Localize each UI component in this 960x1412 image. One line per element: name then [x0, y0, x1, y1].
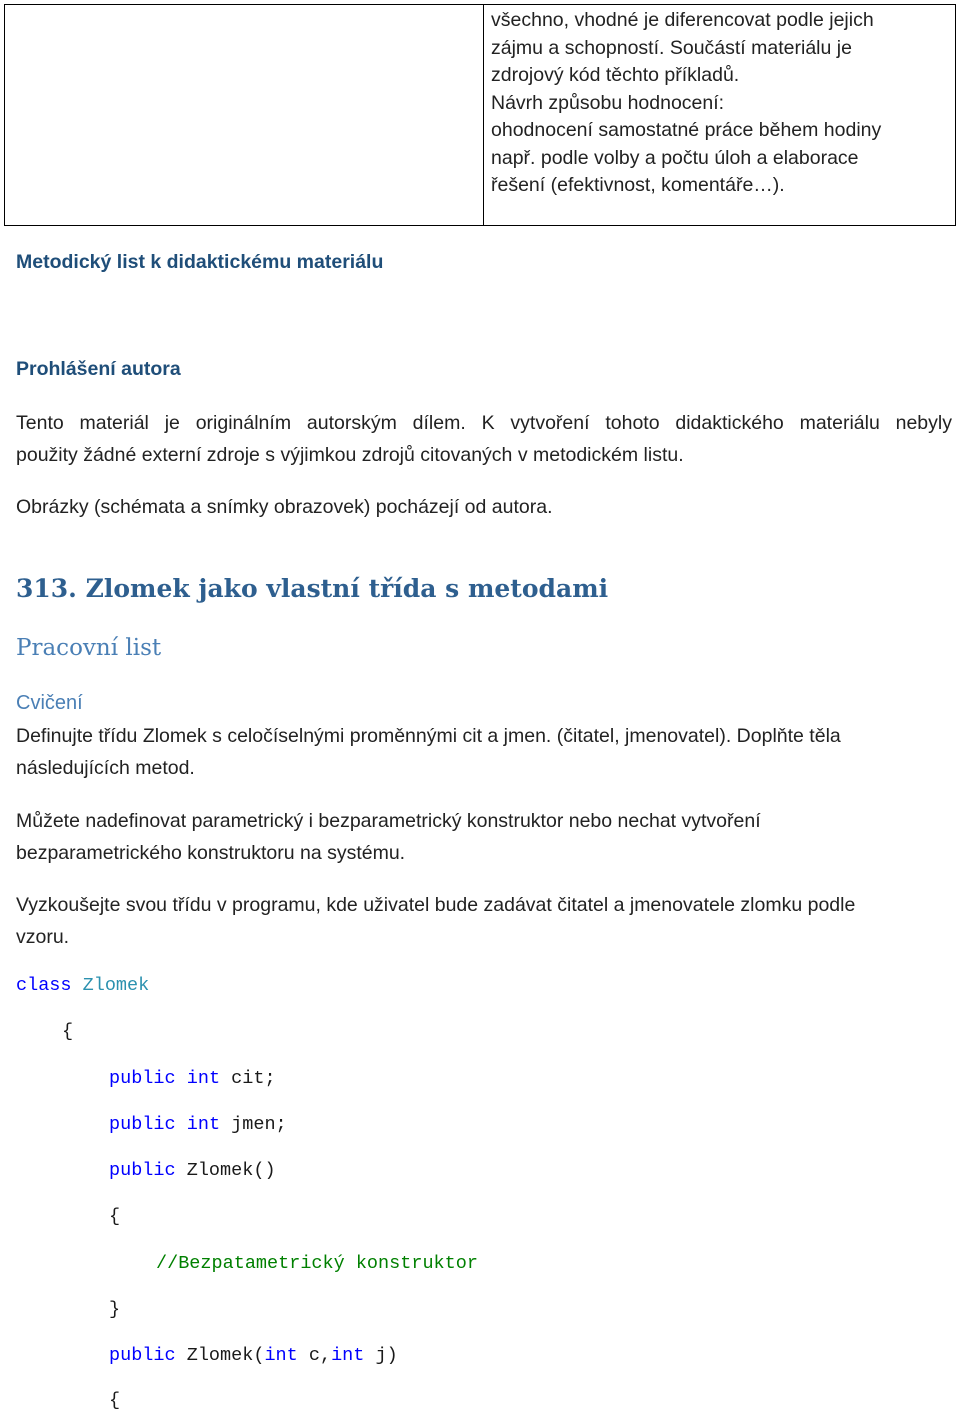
- justified-line: [16, 407, 952, 439]
- table-line: ohodnocení samostatné práce během hodiny: [491, 119, 882, 141]
- code-line-brace: {: [109, 1390, 121, 1411]
- paragraph-line: následujících metod.: [16, 757, 195, 779]
- paragraph-line: použity žádné externí zdroje s výjimkou zdrojů citovaných v metodickém listu.: [16, 444, 684, 466]
- type-name: Zlomek: [82, 975, 150, 996]
- word: je: [164, 412, 180, 434]
- word: materiál: [79, 412, 149, 434]
- section-title: 313. Zlomek jako vlastní třída s metodami: [16, 574, 609, 603]
- keyword: int: [331, 1345, 365, 1366]
- table-line: např. podle volby a počtu úloh a elaborace: [491, 146, 859, 169]
- code-line-brace: {: [109, 1206, 121, 1227]
- code-line-brace: }: [109, 1299, 121, 1320]
- code-line-class: [16, 975, 149, 996]
- code-text: j): [364, 1345, 398, 1366]
- table-divider: [483, 5, 484, 225]
- constructor-paragraph: [16, 805, 956, 869]
- keyword: int: [186, 1068, 221, 1089]
- paragraph-line: Vyzkoušejte svou třídu v programu, kde uživatel bude zadávat čitatel a jmenovatele zlomku podle: [16, 894, 856, 916]
- prohlaseni-heading: Prohlášení autora: [16, 358, 181, 380]
- keyword: public: [109, 1068, 176, 1089]
- keyword: public: [109, 1114, 176, 1135]
- paragraph-line: bezparametrického konstruktoru na systému.: [16, 842, 406, 864]
- word: autorským: [306, 412, 397, 434]
- table-line: všechno, vhodné je diferencovat podle jejich: [491, 9, 874, 31]
- obrazky-paragraph: Obrázky (schémata a snímky obrazovek) pocházejí od autora.: [16, 496, 553, 518]
- keyword: public: [109, 1345, 176, 1366]
- code-line-brace: {: [62, 1021, 74, 1042]
- pracovni-list-heading: Pracovní list: [16, 635, 162, 661]
- table-line: zdrojový kód těchto příkladů.: [491, 64, 740, 86]
- table-line: řešení (efektivnost, komentáře…).: [491, 174, 785, 196]
- word: didaktického: [675, 412, 784, 434]
- code-line-ctor: [109, 1345, 398, 1366]
- code-text: cit;: [220, 1068, 276, 1089]
- code-comment: //Bezpatametrický konstruktor: [156, 1253, 478, 1274]
- word: tohoto: [605, 412, 660, 434]
- metodicky-list-heading: Metodický list k didaktickému materiálu: [16, 251, 384, 273]
- code-line-ctor: [109, 1160, 276, 1181]
- task-paragraph: [16, 720, 956, 784]
- code-line-field: [109, 1068, 276, 1089]
- keyword: public: [109, 1160, 176, 1181]
- paragraph-line: vzoru.: [16, 926, 70, 948]
- word: vytvoření: [510, 412, 590, 434]
- code-text: c,: [297, 1345, 332, 1366]
- keyword: class: [16, 975, 72, 996]
- code-text: Zlomek(): [175, 1160, 276, 1181]
- prohlaseni-paragraph: [16, 407, 956, 471]
- cviceni-heading: Cvičení: [16, 692, 83, 714]
- paragraph-line: Definujte třídu Zlomek s celočíselnými proměnnými cit a jmen. (čitatel, jmenovatel). Doplňte těla: [16, 725, 841, 747]
- table-line: Návrh způsobu hodnocení:: [491, 91, 725, 114]
- table-line: zájmu a schopností. Součástí materiálu je: [491, 36, 852, 59]
- word: K: [481, 412, 495, 434]
- word: materiálu: [799, 412, 880, 434]
- paragraph-line: Můžete nadefinovat parametrický i bezparametrický konstruktor nebo nechat vytvoření: [16, 810, 761, 832]
- code-text: Zlomek(: [175, 1345, 265, 1366]
- code-line-field: [109, 1114, 287, 1135]
- keyword: int: [186, 1114, 221, 1135]
- keyword: int: [264, 1345, 298, 1366]
- code-text: jmen;: [220, 1114, 287, 1135]
- criteria-table: [4, 4, 956, 226]
- table-right-cell: [491, 7, 931, 200]
- test-paragraph: [16, 889, 956, 953]
- word: dílem.: [412, 412, 466, 434]
- word: originálním: [195, 412, 292, 434]
- word: nebyly: [895, 412, 952, 434]
- word: Tento: [16, 412, 64, 434]
